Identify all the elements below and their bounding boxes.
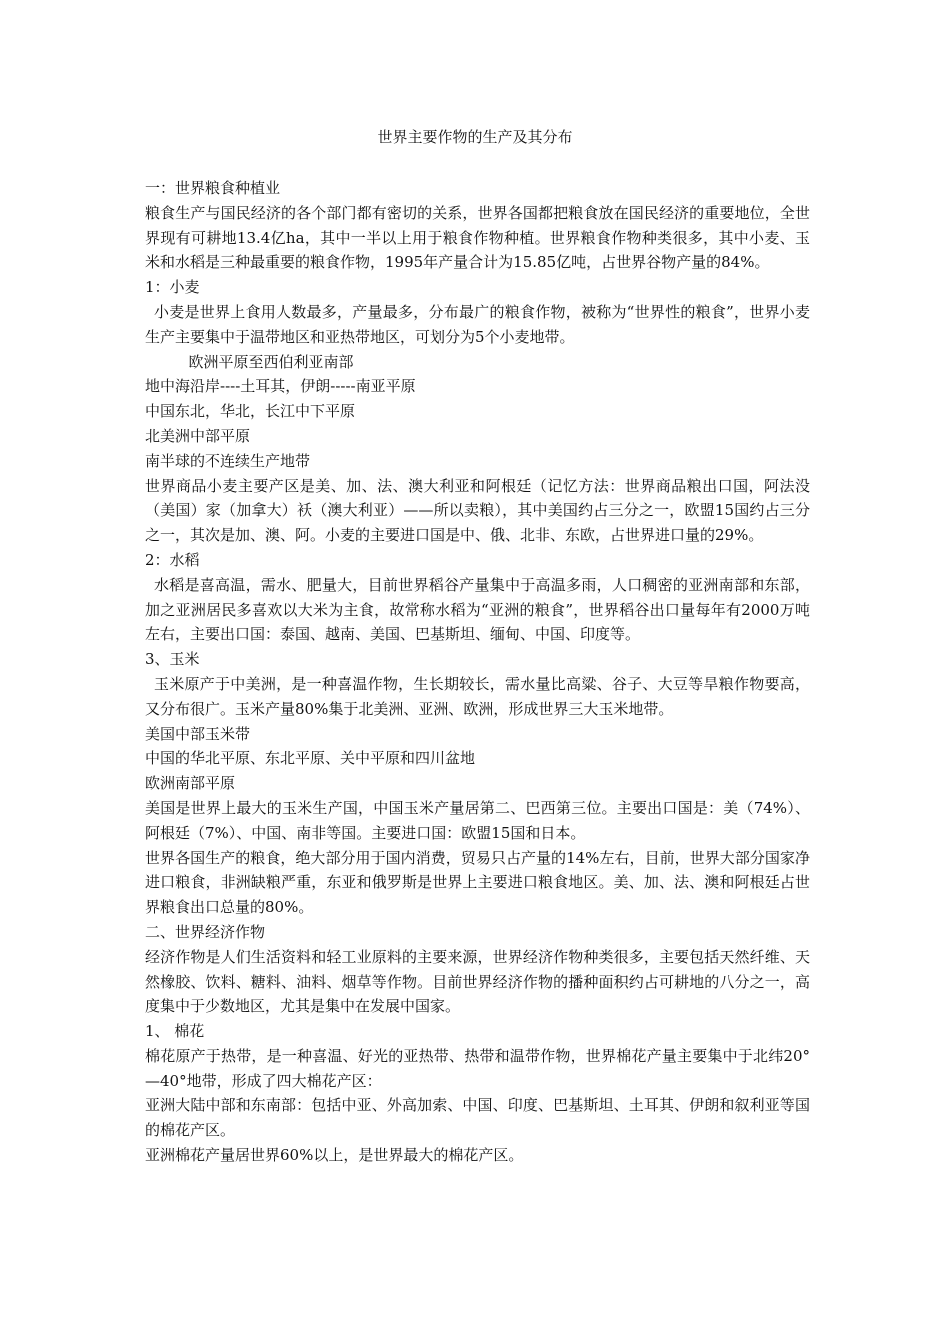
paragraph-cotton-asia: 亚洲大陆中部和东南部：包括中亚、外高加索、中国、印度、巴基斯坦、土耳其、伊朗和叙利亚等国的棉花产区。 <box>145 1096 810 1140</box>
paragraph-grain-intro: 粮食生产与国民经济的各个部门都有密切的关系，世界各国都把粮食放在国民经济的重要地位，全世界现有可耕地13.4亿ha，其中一半以上用于粮食作物种植。世界粮食作物种类很多，其中小麦、玉米和水稻是三种最重要的粮食作物，1995年产量合计为15.85亿吨，占世界谷物产量的84%。 <box>145 203 810 272</box>
wheat-belt-item: 欧洲平原至西伯利亚南部 <box>188 352 354 371</box>
subheading-wheat: 1：小麦 <box>145 278 200 297</box>
subheading-rice: 2：水稻 <box>145 550 200 569</box>
subheading-cotton: 1、 棉花 <box>145 1022 205 1041</box>
corn-belt-item: 中国的华北平原、东北平原、关中平原和四川盆地 <box>145 749 476 768</box>
paragraph-cotton-intro: 棉花原产于热带，是一种喜温、好光的亚热带、热带和温带作物，世界棉花产量主要集中于北纬20°—40°地带，形成了四大棉花产区： <box>145 1046 810 1090</box>
wheat-belt-item: 南半球的不连续生产地带 <box>145 451 311 470</box>
paragraph-cash-crops-intro: 经济作物是人们生活资料和轻工业原料的主要来源，世界经济作物种类很多，主要包括天然纤维、天然橡胶、饮料、糖料、油料、烟草等作物。目前世界经济作物的播种面积约占可耕地的八分之一，高度集中于少数地区，尤其是集中在发展中国家。 <box>145 947 810 1016</box>
subheading-corn: 3、玉米 <box>145 650 200 669</box>
section-heading-grain: 一：世界粮食种植业 <box>145 179 281 197</box>
paragraph-corn-trade: 美国是世界上最大的玉米生产国，中国玉米产量居第二、巴西第三位。主要出口国是：美（74%）、阿根廷（7%）、中国、南非等国。主要进口国：欧盟15国和日本。 <box>145 798 810 842</box>
wheat-belt-item: 地中海沿岸----土耳其，伊朗-----南亚平原 <box>145 377 416 396</box>
corn-belt-item: 欧洲南部平原 <box>145 774 236 793</box>
paragraph-grain-trade: 世界各国生产的粮食，绝大部分用于国内消费，贸易只占产量的14%左右，目前，世界大部分国家净进口粮食，非洲缺粮严重，东亚和俄罗斯是世界上主要进口粮食地区。美、加、法、澳和阿根廷占世界粮食出口总量的80%。 <box>145 848 810 917</box>
paragraph-wheat-trade: 世界商品小麦主要产区是美、加、法、澳大利亚和阿根廷（记忆方法：世界商品粮出口国，阿法没（美国）家（加拿大）袄（澳大利亚）——所以卖粮），其中美国约占三分之一，欧盟15国约占三分之一，其次是加、澳、阿。小麦的主要进口国是中、俄、北非、东欧，占世界进口量的29%。 <box>145 476 810 545</box>
corn-belt-item: 美国中部玉米带 <box>145 724 251 743</box>
paragraph-rice: 水稻是喜高温，需水、肥量大，目前世界稻谷产量集中于高温多雨，人口稠密的亚洲南部和东部，加之亚洲居民多喜欢以大米为主食，故常称水稻为“亚洲的粮食”，世界稻谷出口量每年有2000万吨左右，主要出口国：泰国、越南、美国、巴基斯坦、缅甸、中国、印度等。 <box>145 575 810 644</box>
paragraph-corn-intro: 玉米原产于中美洲，是一种喜温作物，生长期较长，需水量比高粱、谷子、大豆等旱粮作物要高，又分布很广。玉米产量80%集于北美洲、亚洲、欧洲，形成世界三大玉米地带。 <box>145 674 810 718</box>
wheat-belt-item: 中国东北，华北，长江中下平原 <box>145 402 356 421</box>
paragraph-wheat-intro: 小麦是世界上食用人数最多，产量最多，分布最广的粮食作物，被称为“世界性的粮食”，世界小麦生产主要集中于温带地区和亚热带地区，可划分为5个小麦地带。 <box>145 302 810 346</box>
section-heading-cash-crops: 二、世界经济作物 <box>145 922 266 941</box>
document-body <box>145 176 810 1168</box>
paragraph-cotton-asia-share: 亚洲棉花产量居世界60%以上，是世界最大的棉花产区。 <box>145 1146 524 1165</box>
document-title: 世界主要作物的生产及其分布 <box>377 128 573 146</box>
wheat-belt-item: 北美洲中部平原 <box>145 426 251 445</box>
